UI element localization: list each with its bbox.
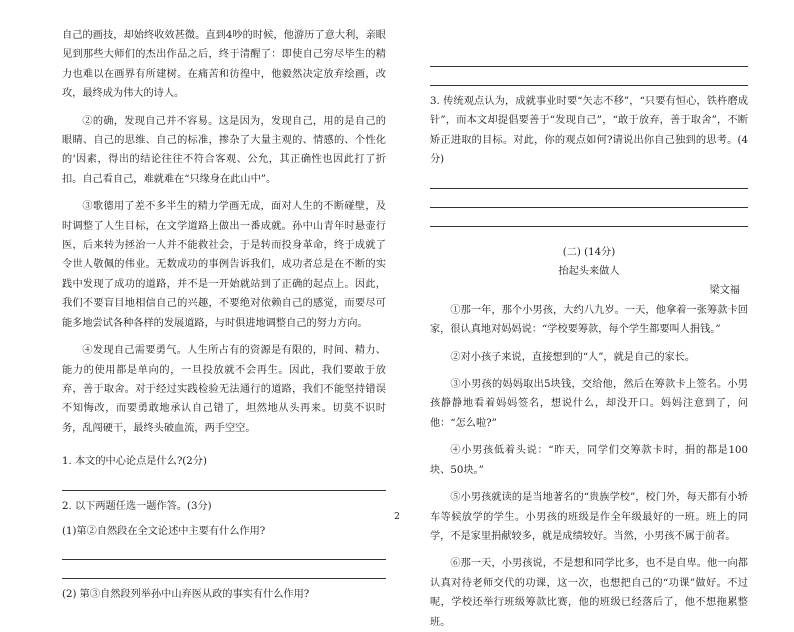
story-title: 抬起头来做人 [558,266,620,278]
question-2: 2. 以下两题任选一题作答。(3分) [62,500,212,512]
paragraph: ②的确，发现自己并不容易。这是因为，发现自己，用的是自己的眼睛、自己的思维、自己的标准，掺杂了大量主观的、情感的、个性化的'因素，得出的结论往往不符合客观、公允，其正确性也因此打了折扣。自己看自己，难就难在“只缘身在此山中”。 [62,115,386,185]
paragraph: ③歌德用了差不多半生的精力学画无成，面对人生的不断碰壁，及时调整了人生目标，在文学道路上做出一番成就。孙中山青年时悬壶行医，后来转为拯治一人并不能救社会，于是转而投身革命，终于成就了令世人敬佩的伟业。无数成功的事例告诉我们，成功者总是在不断的实践中发现了成功的道路，并不是一开始就站到了正确的起点上。因此，我们不要盲目地相信自己的兴趣，不要绝对依赖自己的感觉，而要尽可能多地尝试各种各样的发展道路，与时俱进地调整自己的努力方向。 [62,201,386,329]
section-heading: (二) (14分) [562,246,616,258]
right-column [430,26,748,632]
story-author: 梁文福 [709,285,740,297]
answer-line[interactable] [430,189,748,208]
paragraph: ⑥那一天，小男孩说，不是想和同学比多，也不是自卑。他一向都认真对待老师交代的功课，这一次，也想把自己的“功课”做好。不过呢，学校还举行班级筹款比赛，他的班级已经落后了，他不想拖累整班。 [430,558,748,628]
answer-line[interactable] [430,208,748,227]
paragraph: ①那一年，那个小男孩，大约八九岁。一天，他拿着一张筹款卡回家，很认真地对妈妈说：“学校要筹款，每个学生都要叫人捐钱。” [430,304,748,336]
question-2a: (1)第②自然段在全文论述中主要有什么作用? [62,525,266,537]
answer-line[interactable] [62,541,386,560]
question-1: 1. 本文的中心论点是什么?(2分) [62,456,207,468]
paragraph: ④小男孩低着头说：“昨天，同学们交筹款卡时，捐的都是100块、50块。” [430,445,748,476]
page-number: 2 [394,512,400,522]
question-3: 3. 传统观点认为，成就事业时要“矢志不移”，“只要有恒心，铁杵磨成针”，而本文却提倡要善于“发现自己”，“敢于放弃，善于取舍”，不断矫正进取的目标。对此，你的观点如何?请说出你自己独到的思考。(4分) [430,96,748,166]
paragraph: ④发现自己需要勇气。人生所占有的资源是有限的，时间、精力、能力的使用都是单向的，一旦投放就不会再生。因此，我们要敢于放弃，善于取舍。对于经过实践检验无法通行的道路，我们不能坚持错误不知悔改，而要勇敢地承认自己错了，坦然地从头再来。切莫不识时务，乱闯硬干，最终头破血流，两手空空。 [62,345,386,434]
paragraph: 自己的画技，却始终收效甚微。直到4吵的时候，他游历了意大利，亲眼见到那些大师们的杰出作品之后，终于清醒了：即使自己穷尽毕生的精力也难以在画界有所建树。在痛苦和彷徨中，他毅然决定放弃绘画，改攻，最终成为伟大的诗人。 [62,30,386,100]
question-2b: (2) 第③自然段列举孙中山弃医从政的事实有什么作用? [62,589,310,601]
paragraph: ②对小孩子来说，直接想到的“人”，就是自己的家长。 [450,351,696,363]
paragraph: ③小男孩的妈妈取出5块钱，交给他，然后在筹款卡上签名。小男孩静静地看着妈妈签名，想说什么，却没开口。妈妈注意到了，问他：“怎么啦?” [430,379,748,429]
answer-line[interactable] [430,67,748,86]
answer-line[interactable] [430,170,748,189]
answer-line[interactable] [62,472,386,491]
answer-line[interactable] [430,48,748,67]
answer-line[interactable] [62,560,386,579]
paragraph: ⑤小男孩就读的是当地著名的“贵族学校”，校门外，每天都有小轿车等候放学的学生。小男孩的班级是作全年级最好的一班。班上的同学，不是家里捐献较多，就是成绩较好。当然，小男孩不属于前者。 [430,492,748,542]
